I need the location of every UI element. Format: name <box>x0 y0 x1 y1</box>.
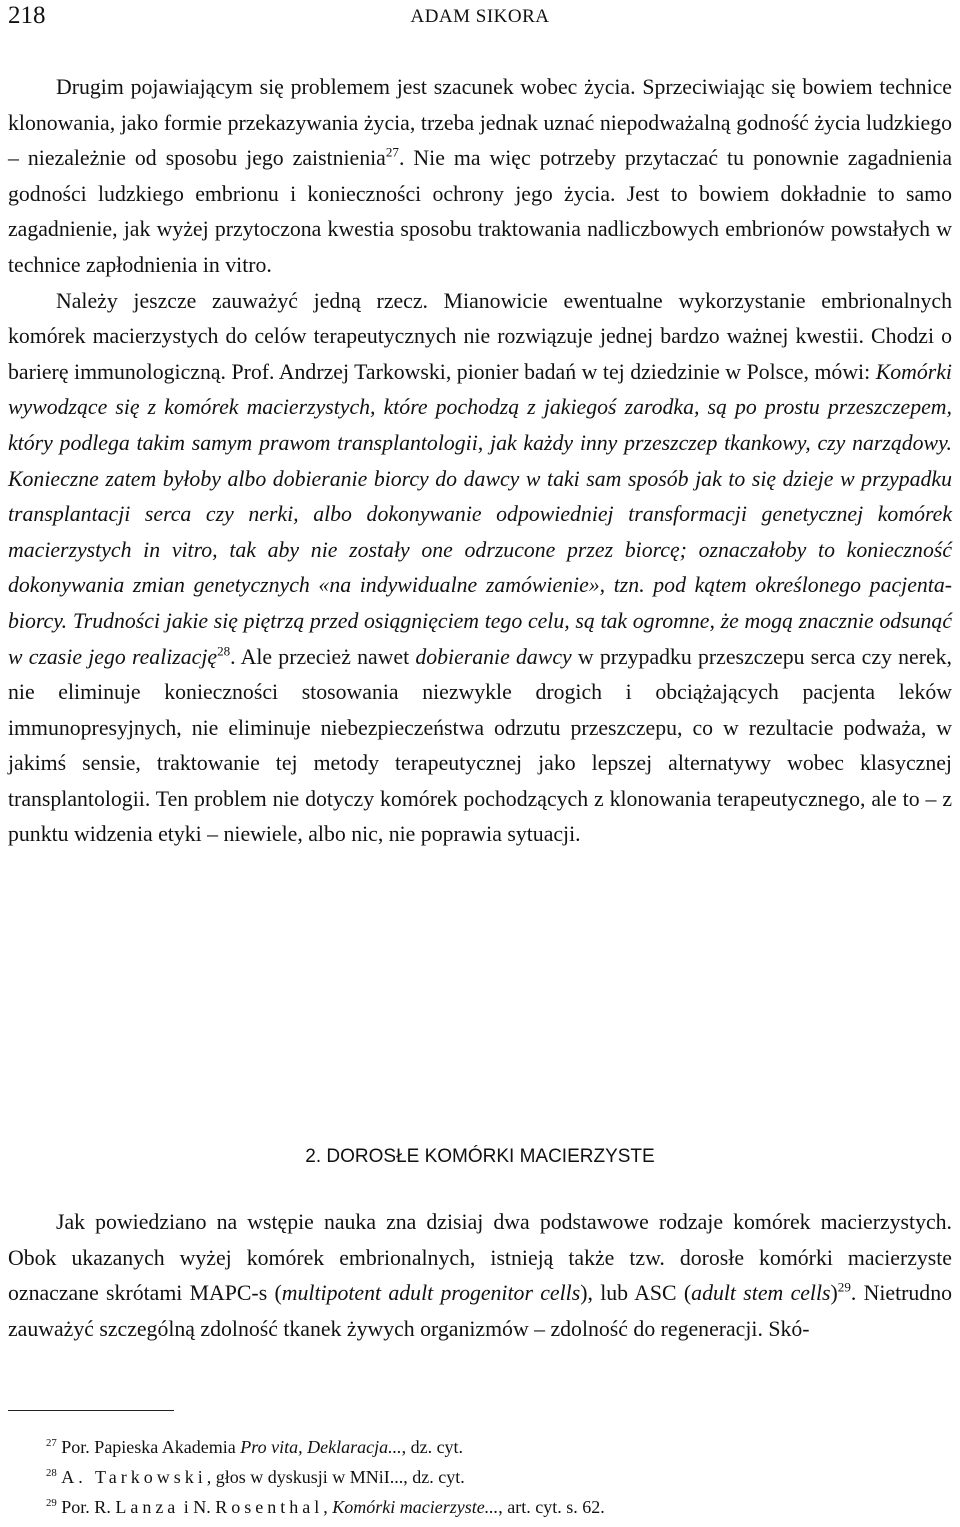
text-span: Jak powiedziano na wstępie nauka zna dzisiaj dwa podstawowe rodzaje komórek macierzystych. Obok ukazanych wyżej komórek embrionalnych, istnieją także tzw. dorosłe komórki macierzyste oznaczane skrótami MAPC-s ( <box>8 1210 952 1306</box>
citation-italic: Pro vita, Deklaracja... <box>240 1437 402 1457</box>
footnote-28 <box>46 1462 926 1492</box>
text-span: Por. R. <box>61 1497 116 1517</box>
emphasis-italic: dobieranie dawcy <box>415 644 572 669</box>
page-number: 218 <box>8 2 46 29</box>
page-header <box>6 0 954 36</box>
quote-italic: Komórki wywodzące się z komórek macierzystych, które pochodzą z jakiegoś zarodka, są po prostu przeszczepem, który podlega takim samym prawom transplantologii, jak każdy inny przeszczep tkankowy, czy narządowy. Konieczne zatem byłoby albo dobieranie biorcy do dawcy w taki sam sposób jak to się dzieje w przypadku transplantacji serca czy nerki, albo dokonywanie odpowiedniej transformacji genetycznej komórek macierzystych in vitro, tak aby nie zostały one odrzucone przez biorcę; oznaczałoby to konieczność dokonywania zmian genetycznych «na indywidualne zamówienie», tzn. pod kątem określonego pacjenta-biorcy. Trudności jakie się piętrzą przed osiągnięciem tego celu, są tak ogromne, że mogą znacznie odsunąć w czasie jego realizację <box>8 359 952 669</box>
text-span: , <box>323 1497 333 1517</box>
footnote-27 <box>46 1432 926 1462</box>
footnote-ref-27[interactable]: 27 <box>385 144 399 160</box>
running-head: ADAM SIKORA <box>410 6 550 27</box>
footnote-ref-29[interactable]: 29 <box>837 1279 851 1295</box>
paragraph-2 <box>8 284 952 854</box>
term-italic: adult stem cells <box>691 1281 831 1306</box>
text-span: Drugim pojawiającym się problemem jest szacunek wobec życia. Sprzeciwiając się bowiem technice klonowania, jako formie przekazywania życia, trzeba jednak uznać niepodważalną godność życia ludzkiego – niezależnie od sposobu jego zaistnienia <box>8 75 952 171</box>
text-span: i N. <box>179 1497 216 1517</box>
footnote-number: 28 <box>46 1467 57 1479</box>
citation-italic: Komórki macierzyste... <box>332 1497 499 1517</box>
text-span: , dz. cyt. <box>401 1437 464 1457</box>
author-name: A. Tarkowski <box>61 1467 207 1487</box>
text-span: w przypadku przeszczepu serca czy nerek, nie eliminuje konieczności stosowania niezwykle drogich i obciążających pacjenta leków immunopresyjnych, nie eliminuje niebezpieczeństwa odrzutu przeszczepu, co w rezultacie podważa, w jakimś sensie, traktowanie tej metody terapeutycznej jako lepszej alternatywy wobec klasycznej transplantologii. Ten problem nie dotyczy komórek pochodzących z klonowania terapeutycznego, ale to – z punktu widzenia etyki – niewiele, albo nic, nie poprawia sytuacji. <box>8 644 952 847</box>
footnote-ref-28[interactable]: 28 <box>217 643 231 659</box>
text-span: , art. cyt. s. 62. <box>498 1497 605 1517</box>
text-span: Por. Papieska Akademia <box>61 1437 241 1457</box>
footnote-number: 29 <box>46 1497 57 1509</box>
text-span: . Nietrudno zauważyć szczególną zdolność tkanek żywych organizmów – zdolność do regeneracji. Skó- <box>8 1281 953 1341</box>
paragraph-1 <box>8 70 952 284</box>
footnotes <box>46 1432 926 1522</box>
text-span: ), lub ASC ( <box>580 1281 692 1306</box>
text-span: . Nie ma więc potrzeby przytaczać tu ponownie zagadnienia godności ludzkiego embrionu i konieczności ochrony jego życia. Jest to bowiem dokładnie to samo zagadnienie, jak wyżej przytoczona kwestia sposobu traktowania nadliczbowych embrionów powstałych w technice zapłodnienia in vitro. <box>8 146 953 277</box>
text-span: , głos w dyskusji w MNiI..., dz. cyt. <box>206 1467 465 1487</box>
main-text <box>8 70 952 853</box>
section-text <box>8 1205 952 1347</box>
author-name: Rosenthal <box>215 1497 324 1517</box>
text-span: Należy jeszcze zauważyć jedną rzecz. Mianowicie ewentualne wykorzystanie embrionalnych komórek macierzystych do celów terapeutycznych nie rozwiązuje jednej bardzo ważnej kwestii. Chodzi o barierę immunologiczną. Prof. Andrzej Tarkowski, pionier badań w tej dziedzinie w Polsce, mówi: <box>8 288 952 384</box>
section-paragraph-1 <box>8 1205 952 1347</box>
section-heading: 2. DOROSŁE KOMÓRKI MACIERZYSTE <box>305 1146 655 1167</box>
text-span: ) <box>830 1281 838 1306</box>
text-span: . Ale przecież nawet <box>230 644 416 669</box>
footnote-divider <box>8 1410 174 1411</box>
footnote-29 <box>46 1492 926 1522</box>
author-name: Lanza <box>115 1497 180 1517</box>
term-italic: multipotent adult progenitor cells <box>281 1281 581 1306</box>
footnote-number: 27 <box>46 1437 57 1449</box>
